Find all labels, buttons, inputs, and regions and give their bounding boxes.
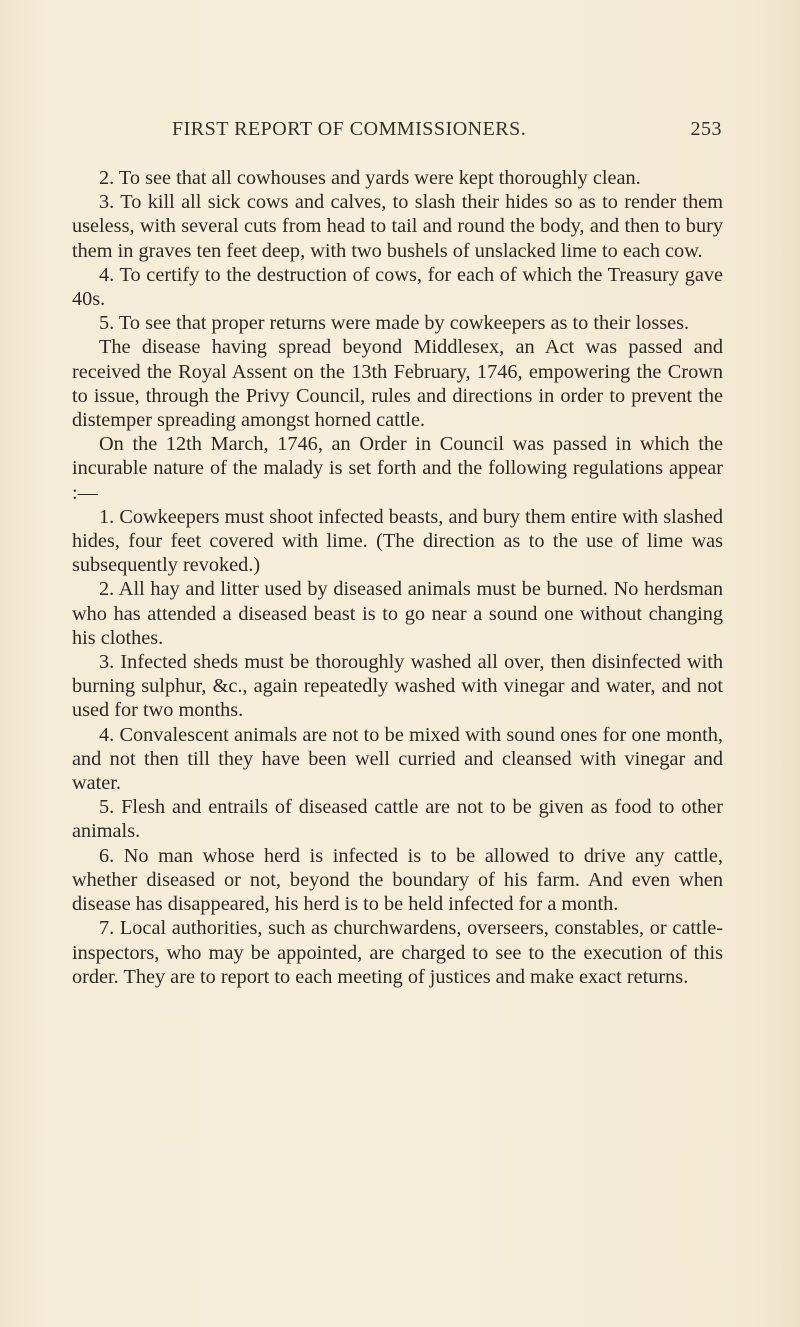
paragraph-item-4-certify: 4. To certify to the destruction of cows, for each of which the Treasury gave 40s.: [72, 263, 723, 311]
paragraph-regulation-3: 3. Infected sheds must be thoroughly washed all over, then disinfected with burning sulphur, &c., again repeatedly washed with vinegar and water, and not used for two months.: [72, 651, 723, 722]
paragraph-regulation-1: 1. Cowkeepers must shoot infected beasts, and bury them entire with slashed hides, four feet covered with lime. (The direction as to the use of lime was subsequently revoked.): [72, 505, 723, 577]
paragraph-regulation-7: 7. Local authorities, such as churchwardens, overseers, constables, or cattle-inspectors, who may be appointed, are charged to see to the execution of this order. They are to report to each meeting of justices and make exact returns.: [72, 917, 723, 988]
paragraph-regulation-4: 4. Convalescent animals are not to be mixed with sound ones for one month, and not then till they have been well curried and cleansed with vinegar and water.: [72, 723, 723, 795]
paragraph-regulation-6: 6. No man whose herd is infected is to be allowed to drive any cattle, whether diseased or not, beyond the boundary of his farm. And even when disease has disappeared, his herd is to be held infected for a month.: [72, 844, 723, 916]
paragraph-item-2-cowhouses: 2. To see that all cowhouses and yards were kept thoroughly clean.: [99, 167, 641, 189]
paragraph-item-5-returns: 5. To see that proper returns were made by cowkeepers as to their losses.: [99, 312, 690, 335]
paragraph-item-3-kill-sick-cows: 3. To kill all sick cows and calves, to slash their hides so as to render them useless, with several cuts from head to tail and round the body, and then to bury them in graves ten feet deep, with two bushels of unslacked lime to each cow.: [72, 191, 723, 262]
page-number: 253: [690, 118, 722, 140]
paragraph-regulation-2: 2. All hay and litter used by diseased animals must be burned. No herdsman who has attended a diseased beast is to go near a sound one without changing his clothes.: [72, 578, 723, 649]
paragraph-act-royal-assent: The disease having spread beyond Middlesex, an Act was passed and received the Royal Assent on the 13th February, 1746, empowering the Crown to issue, through the Privy Council, rules and directions in order to prevent the distemper spreading amongst horned cattle.: [72, 336, 723, 432]
running-head: [172, 118, 722, 146]
paragraph-order-in-council: On the 12th March, 1746, an Order in Council was passed in which the incurable nature of the malady is set forth and the following regulations appear :—: [72, 433, 723, 504]
paragraph-regulation-5: 5. Flesh and entrails of diseased cattle are not to be given as food to other animals.: [72, 796, 723, 843]
running-head-title: FIRST REPORT OF COMMISSIONERS.: [172, 118, 527, 140]
page-body: [72, 166, 723, 989]
